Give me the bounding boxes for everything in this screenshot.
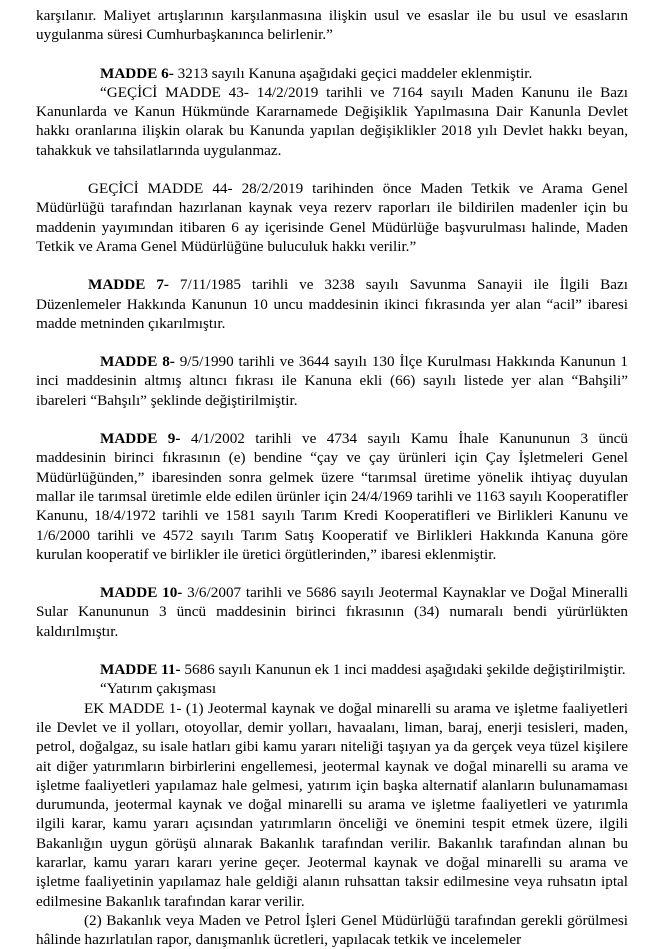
article-10	[36, 583, 628, 641]
article-text: 7/11/1985 tarihli ve 3238 sayılı Savunma Sanayii ile İlgili Bazı Düzenlemeler Hakkında Kanunun 10 uncu maddesinin ikinci fıkrasında yer alan “acil” ibaresi madde metninden çıkarılmıştır.	[36, 276, 628, 332]
clause-2: (2) Bakanlık veya Maden ve Petrol İşleri Genel Müdürlüğü tarafından gerekli görülmesi hâlinde hazırlatılan rapor, danışmanlık ücretleri, yapılacak tetkik ve incelemeler	[36, 911, 628, 949]
article-heading: MADDE 7-	[88, 276, 169, 294]
temporary-article-43: “GEÇİCİ MADDE 43- 14/2/2019 tarihli ve 7164 sayılı Maden Kanunu ile Bazı Kanunlarda ve Kanun Hükmünde Kararnamede Değişiklik Yapılmasına Dair Kanunla Devlet hakkı oranlarına ilişkin olarak bu Kanunda yapılan değişiklikler 2018 yılı Devlet hakkı beyan, tahakkuk ve tahsilatlarında uygulanmaz.	[36, 83, 628, 159]
article-heading: MADDE 6-	[100, 64, 174, 82]
paragraph-continuation: karşılanır. Maliyet artışlarının karşılanmasına ilişkin usul ve esaslar ile bu usul ve esasların uygulanma süresi Cumhurbaşkanınca belirlenir.”	[36, 7, 628, 44]
section-title: “Yatırım çakışması	[100, 680, 217, 698]
article-heading: MADDE 8-	[100, 353, 175, 371]
article-6	[36, 64, 628, 83]
article-9	[36, 429, 628, 564]
additional-article-1: EK MADDE 1- (1) Jeotermal kaynak ve doğal minarelli su arama ve işletme faaliyetleri ile Devlet ve il yolları, otoyollar, demir yolları, havaalanı, liman, baraj, enerji tesisleri, maden, petrol, doğalgaz, su isale hatları gibi kamu yararı niteliği taşıyan ya da gerçek veya tüzel kişilere ait diğer yatırımların birbirlerini engellemesi, jeotermal kaynak ve doğal minarelli su arama ve işletme faaliyetleri yapılamaz hale gelmesi, yatırım için başka alternatif alanların bulunamaması durumunda, jeotermal kaynak ve doğal minarelli su arama ve işletme faaliyetleri ve yatırımla ilgili karar, kamu yararı açısından yatırımların önceliği ve önemini tespit etmek üzere, ilgili Bakanlığın uygun görüşü alınarak Bakanlık tarafından verilir. Bakanlık tarafından alınan bu kararlar, kamu yararı kararı yerine geçer. Jeotermal kaynak ve doğal minarelli su arama ve işletme faaliyetinin yapılamaz hale geldiği alanın ruhsattan taksir edilmesine veya ruhsatın iptal edilmesine Bakanlık tarafından karar verilir.	[36, 699, 628, 910]
article-7	[36, 275, 628, 333]
article-heading: MADDE 10-	[100, 584, 183, 602]
document-page	[36, 6, 628, 949]
article-text: 3213 sayılı Kanuna aşağıdaki geçici maddeler eklenmiştir.	[173, 64, 533, 82]
article-text: 4/1/2002 tarihli ve 4734 sayılı Kamu İhale Kanununun 3 üncü maddesinin birinci fıkrasının (e) bendine “çay ve çay ürünleri için Çay İşletmeleri Genel Müdürlüğünden,” ibaresinden sonra gelmek üzere “tarımsal üretime yönelik ihtiyaç duyulan mallar ile tarımsal üretimle elde edilen ürünler için 24/4/1969 tarihli ve 1163 sayılı Kooperatifler Kanunu, 18/4/1972 tarihli ve 1581 sayılı Tarım Kredi Kooperatifleri ve Birlikleri Kanunu ve 1/6/2000 tarihli ve 4572 sayılı Tarım Satış Kooperatif ve Birlikleri Hakkında Kanuna göre kurulan kooperatif ve birlikler ile üretici örgütlerinden,” ibaresi eklenmiştir.	[36, 430, 628, 563]
temporary-article-44: GEÇİCİ MADDE 44- 28/2/2019 tarihinden önce Maden Tetkik ve Arama Genel Müdürlüğü tarafından hazırlanan kaynak veya rezerv raporları ile bildirilen madenler için bu maddenin yayımından itibaren 6 ay içerisinde Genel Müdürlüğe başvurulması halinde, Maden Tetkik ve Arama Genel Müdürlüğüne buluculuk hakkı verilir.”	[36, 180, 628, 255]
article-8	[36, 352, 628, 410]
article-text: 9/5/1990 tarihli ve 3644 sayılı 130 İlçe Kurulması Hakkında Kanunun 1 inci maddesinin altmış altıncı fıkrası ile Kanuna ekli (66) sayılı listede yer alan “Bahşili” ibareleri “Bahşılı” şeklinde değiştirilmiştir.	[36, 353, 629, 409]
article-heading: MADDE 11-	[100, 661, 181, 679]
article-heading: MADDE 9-	[100, 430, 181, 448]
article-11	[36, 660, 628, 679]
article-text: 5686 sayılı Kanunun ek 1 inci maddesi aşağıdaki şekilde değiştirilmiştir.	[180, 661, 626, 679]
article-text: 3/6/2007 tarihli ve 5686 sayılı Jeotermal Kaynaklar ve Doğal Mineralli Sular Kanununun 3 üncü maddesinin birinci fıkrasının (34) numaralı bendi yürürlükten kaldırılmıştır.	[36, 584, 628, 640]
